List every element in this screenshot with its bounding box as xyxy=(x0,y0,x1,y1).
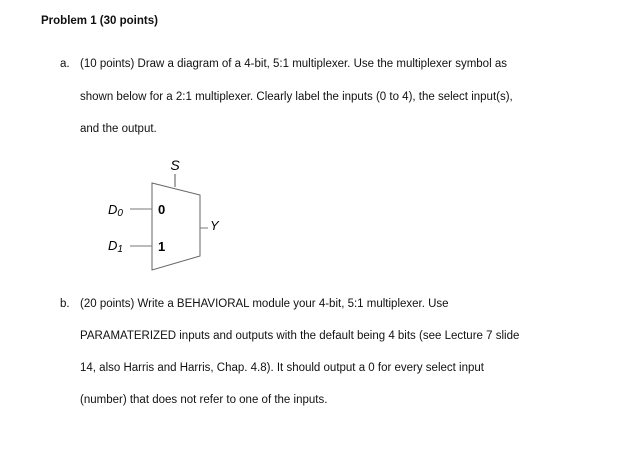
port-0-label: 0 xyxy=(158,202,166,217)
part-b-line-1: (20 points) Write a BEHAVIORAL module your 4-bit, 5:1 multiplexer. Use xyxy=(80,298,449,310)
part-a-line-1: (10 points) Draw a diagram of a 4-bit, 5:1 multiplexer. Use the multiplexer symbol as xyxy=(80,58,507,70)
input-1-label: D1 xyxy=(108,238,123,255)
part-a-line-2: shown below for a 2:1 multiplexer. Clearly label the inputs (0 to 4), the select input(s), xyxy=(80,91,513,103)
output-label: Y xyxy=(210,218,219,233)
part-b-line-4: (number) that does not refer to one of the inputs. xyxy=(80,394,328,406)
problem-title: Problem 1 (30 points) xyxy=(41,15,158,27)
part-a-marker: a. xyxy=(60,58,70,70)
part-b-line-2: PARAMATERIZED inputs and outputs with the default being 4 bits (see Lecture 7 slide xyxy=(80,330,520,342)
part-b-marker: b. xyxy=(60,298,70,310)
mux-body xyxy=(152,183,200,270)
part-b-line-3: 14, also Harris and Harris, Chap. 4.8). It should output a 0 for every select input xyxy=(80,362,484,374)
part-a-line-3: and the output. xyxy=(80,123,157,135)
mux-2to1-diagram xyxy=(100,150,240,275)
select-label: S xyxy=(170,157,180,173)
input-0-label: D0 xyxy=(108,202,123,219)
port-1-label: 1 xyxy=(158,239,166,254)
